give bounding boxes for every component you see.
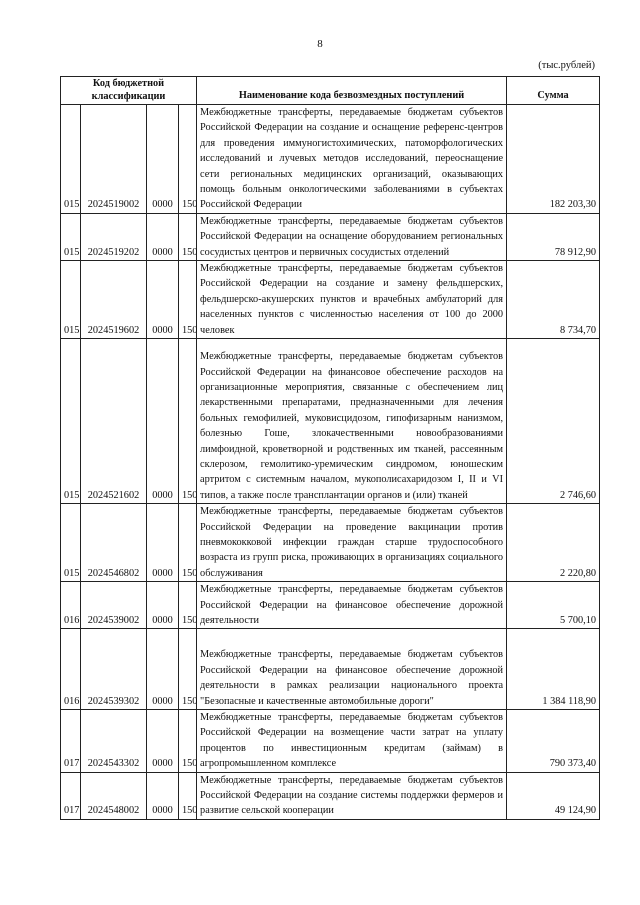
row-sum: 2 220,80	[507, 504, 600, 582]
row-budget-code: 2024548002	[81, 772, 147, 819]
row-kind-code: 150	[179, 629, 197, 710]
row-kind-code: 150	[179, 582, 197, 629]
row-kind-code: 150	[179, 504, 197, 582]
row-group-code: 015	[61, 105, 81, 214]
budget-table	[60, 76, 600, 820]
row-budget-code: 2024546802	[81, 504, 147, 582]
row-program-code: 0000	[147, 261, 179, 339]
row-budget-code: 2024519202	[81, 213, 147, 260]
row-name: Межбюджетные трансферты, передаваемые бюджетам субъектов Российской Федерации на создание и оснащение референс-центров для проведения иммуногистохимических, патоморфологических исследований и лучевых методов исследований, переоснащение сети региональных медицинских организаций, оказывающих помощь больным онкологическими заболеваниями в субъектах Российской Федерации	[197, 105, 507, 214]
row-kind-code: 150	[179, 105, 197, 214]
row-group-code: 015	[61, 339, 81, 504]
row-budget-code: 2024539302	[81, 629, 147, 710]
row-group-code: 017	[61, 772, 81, 819]
table-row	[61, 339, 600, 504]
row-group-code: 017	[61, 710, 81, 773]
table-row	[61, 213, 600, 260]
row-budget-code: 2024519002	[81, 105, 147, 214]
row-name: Межбюджетные трансферты, передаваемые бюджетам субъектов Российской Федерации на возмещение части затрат на уплату процентов по инвестиционным кредитам (займам) в агропромышленном комплексе	[197, 710, 507, 773]
row-budget-code: 2024543302	[81, 710, 147, 773]
row-sum: 49 124,90	[507, 772, 600, 819]
row-kind-code: 150	[179, 339, 197, 504]
table-row	[61, 261, 600, 339]
row-group-code: 015	[61, 213, 81, 260]
row-name: Межбюджетные трансферты, передаваемые бюджетам субъектов Российской Федерации на финансовое обеспечение дорожной деятельности	[197, 582, 507, 629]
row-kind-code: 150	[179, 772, 197, 819]
page-number: 8	[317, 38, 323, 50]
row-kind-code: 150	[179, 710, 197, 773]
row-program-code: 0000	[147, 629, 179, 710]
row-program-code: 0000	[147, 105, 179, 214]
row-name: Межбюджетные трансферты, передаваемые бюджетам субъектов Российской Федерации на оснащение оборудованием региональных сосудистых центров и первичных сосудистых отделений	[197, 213, 507, 260]
row-sum: 78 912,90	[507, 213, 600, 260]
row-sum: 790 373,40	[507, 710, 600, 773]
row-program-code: 0000	[147, 582, 179, 629]
table-row	[61, 504, 600, 582]
row-name: Межбюджетные трансферты, передаваемые бюджетам субъектов Российской Федерации на создание и замену фельдшерских, фельдшерско-акушерских пунктов и врачебных амбулаторий для населенных пунктов с численностью населения от 100 до 2000 человек	[197, 261, 507, 339]
row-kind-code: 150	[179, 213, 197, 260]
row-name: Межбюджетные трансферты, передаваемые бюджетам субъектов Российской Федерации на создание системы поддержки фермеров и развитие сельской кооперации	[197, 772, 507, 819]
table-row	[61, 105, 600, 214]
table-row	[61, 710, 600, 773]
row-group-code: 016	[61, 582, 81, 629]
row-sum: 182 203,30	[507, 105, 600, 214]
row-group-code: 016	[61, 629, 81, 710]
header-name: Наименование кода безвозмездных поступлений	[197, 77, 507, 105]
row-sum: 1 384 118,90	[507, 629, 600, 710]
row-sum: 5 700,10	[507, 582, 600, 629]
row-budget-code: 2024519602	[81, 261, 147, 339]
row-group-code: 015	[61, 504, 81, 582]
row-sum: 2 746,60	[507, 339, 600, 504]
row-budget-code: 2024539002	[81, 582, 147, 629]
row-name: Межбюджетные трансферты, передаваемые бюджетам субъектов Российской Федерации на проведение вакцинации против пневмококковой инфекции граждан старше трудоспособного возраста из групп риска, проживающих в организациях социального обслуживания	[197, 504, 507, 582]
row-budget-code: 2024521602	[81, 339, 147, 504]
table-row	[61, 629, 600, 710]
row-name: Межбюджетные трансферты, передаваемые бюджетам субъектов Российской Федерации на финансовое обеспечение расходов на организационные мероприятия, связанные с обеспечением лиц лекарственными препаратами, предназначенными для лечения больных гемофилией, муковисцидозом, гипофизарным нанизмом, болезнью Гоше, злокачественными новообразованиями лимфоидной, кроветворной и родственных им тканей, рассеянным склерозом, гемолитико-уремическим синдромом, юношеским артритом с системным началом, мукополисахаридозом I, II и VI типов, а также после трансплантации органов и (или) тканей	[197, 339, 507, 504]
units-label: (тыс.рублей)	[538, 60, 595, 71]
table-row	[61, 772, 600, 819]
table-header-row	[61, 77, 600, 105]
header-sum: Сумма	[507, 77, 600, 105]
row-program-code: 0000	[147, 339, 179, 504]
row-program-code: 0000	[147, 504, 179, 582]
row-sum: 8 734,70	[507, 261, 600, 339]
table-row	[61, 582, 600, 629]
row-program-code: 0000	[147, 772, 179, 819]
row-group-code: 015	[61, 261, 81, 339]
header-code: Код бюджетной классификации	[61, 77, 197, 105]
row-program-code: 0000	[147, 213, 179, 260]
row-name: Межбюджетные трансферты, передаваемые бюджетам субъектов Российской Федерации на финансовое обеспечение дорожной деятельности в рамках реализации национального проекта "Безопасные и качественные автомобильные дороги"	[197, 629, 507, 710]
row-program-code: 0000	[147, 710, 179, 773]
row-kind-code: 150	[179, 261, 197, 339]
